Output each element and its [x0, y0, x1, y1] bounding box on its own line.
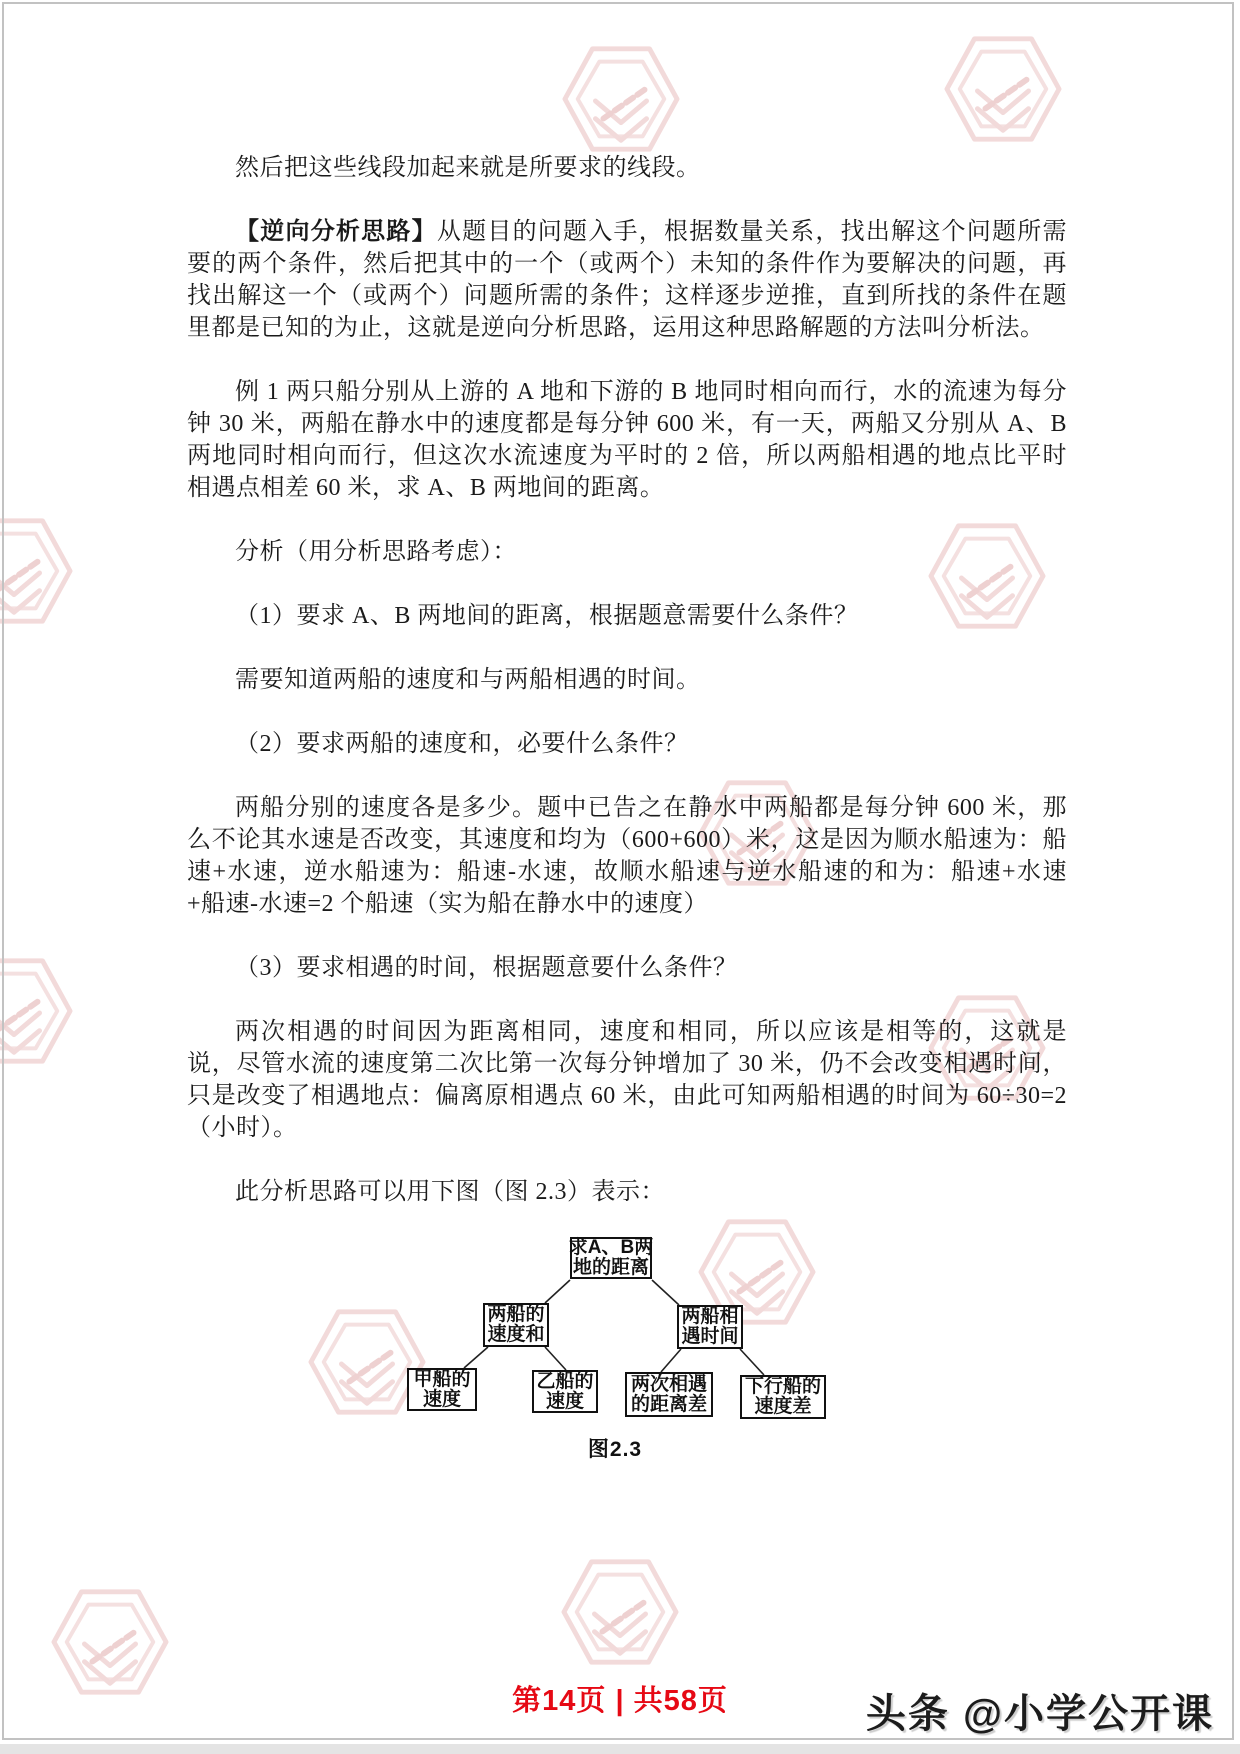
brand-watermark-text: 头条 @小学公开课: [865, 1692, 1214, 1736]
document-content: [187, 152, 1067, 1240]
paragraph-question-3: （3）要求相遇的时间，根据题意要什么条件？: [235, 955, 738, 981]
analysis-tree-diagram: [400, 1230, 830, 1465]
paragraph-example-1: 例 1 两只船分别从上游的 A 地和下游的 B 地同时相向而行，水的流速为每分钟 30 米，两船在静水中的速度都是每分钟 600 米，有一天，两船又分别从 A、B 两地同时相向而行，但这次水流速度为平时的 2 倍，所以两船相遇的地点比平时相遇点相差 60 米，求 A、B 两地间的距离。: [187, 379, 1067, 501]
paragraph-analysis-heading: 分析（用分析思路考虑）：: [235, 539, 517, 565]
tree-node-boat-a-speed: 甲船的 速度: [407, 1368, 477, 1411]
paragraph-question-2: （2）要求两船的速度和，必要什么条件？: [235, 731, 689, 757]
paragraph-answer-1: 需要知道两船的速度和与两船相遇的时间。: [235, 667, 701, 693]
brand-hexagon-watermark: [561, 1553, 679, 1671]
page-bottom-edge: [0, 1744, 1240, 1754]
tree-node-distance-goal: 求A、B两 地的距离: [568, 1237, 654, 1278]
tree-node-meeting-time: 两船相 遇时间: [677, 1305, 743, 1349]
tree-node-boat-b-speed: 乙船的 速度: [532, 1370, 598, 1413]
brand-hexagon-watermark: [944, 30, 1062, 148]
paragraph-reverse-analysis-definition: 【逆向分析思路】从题目的问题入手，根据数量关系，找出解这个问题所需要的两个条件，然后把其中的一个（或两个）未知的条件作为要解决的问题，再找出解这一个（或两个）问题所需的条件；这样逐步逆推，直到所找的条件在题里都是已知的为止，这就是逆向分析思路，运用这种思路解题的方法叫分析法。: [187, 219, 1067, 341]
tree-node-speed-sum: 两船的 速度和: [483, 1303, 549, 1347]
page-number-footer: 第14页 | 共58页: [512, 1685, 728, 1717]
brand-hexagon-watermark: [0, 512, 73, 630]
paragraph-answer-3: 两次相遇的时间因为距离相同，速度和相同，所以应该是相等的，这就是说，尽管水流的速度第二次比第一次每分钟增加了 30 米，仍不会改变相遇时间，只是改变了相遇地点：偏离原相遇点 60 米，由此可知两船相遇的时间为 60÷30=2（小时）。: [187, 1019, 1067, 1141]
tree-node-downstream-speed-difference: 下行船的 速度差: [740, 1375, 826, 1419]
paragraph-line-segments: 然后把这些线段加起来就是所要求的线段。: [235, 155, 701, 181]
brand-hexagon-watermark: [562, 40, 680, 158]
tree-node-distance-difference: 两次相遇 的距离差: [625, 1372, 713, 1417]
paragraph-figure-intro: 此分析思路可以用下图（图 2.3）表示：: [235, 1179, 665, 1205]
brand-hexagon-watermark: [0, 952, 73, 1070]
paragraph-answer-2: 两船分别的速度各是多少。题中已告之在静水中两船都是每分钟 600 米，那么不论其水速是否改变，其速度和均为（600+600）米，这是因为顺水船速为：船速+水速，逆水船速为：船速-水速，故顺水船速与逆水船速的和为：船速+水速+船速-水速=2 个船速（实为船在静水中的速度）: [187, 795, 1067, 917]
paragraph-question-1: （1）要求 A、B 两地间的距离，根据题意需要什么条件？: [235, 603, 859, 629]
term-reverse-analysis: 【逆向分析思路】: [235, 219, 437, 245]
figure-caption: 图2.3: [587, 1438, 643, 1461]
